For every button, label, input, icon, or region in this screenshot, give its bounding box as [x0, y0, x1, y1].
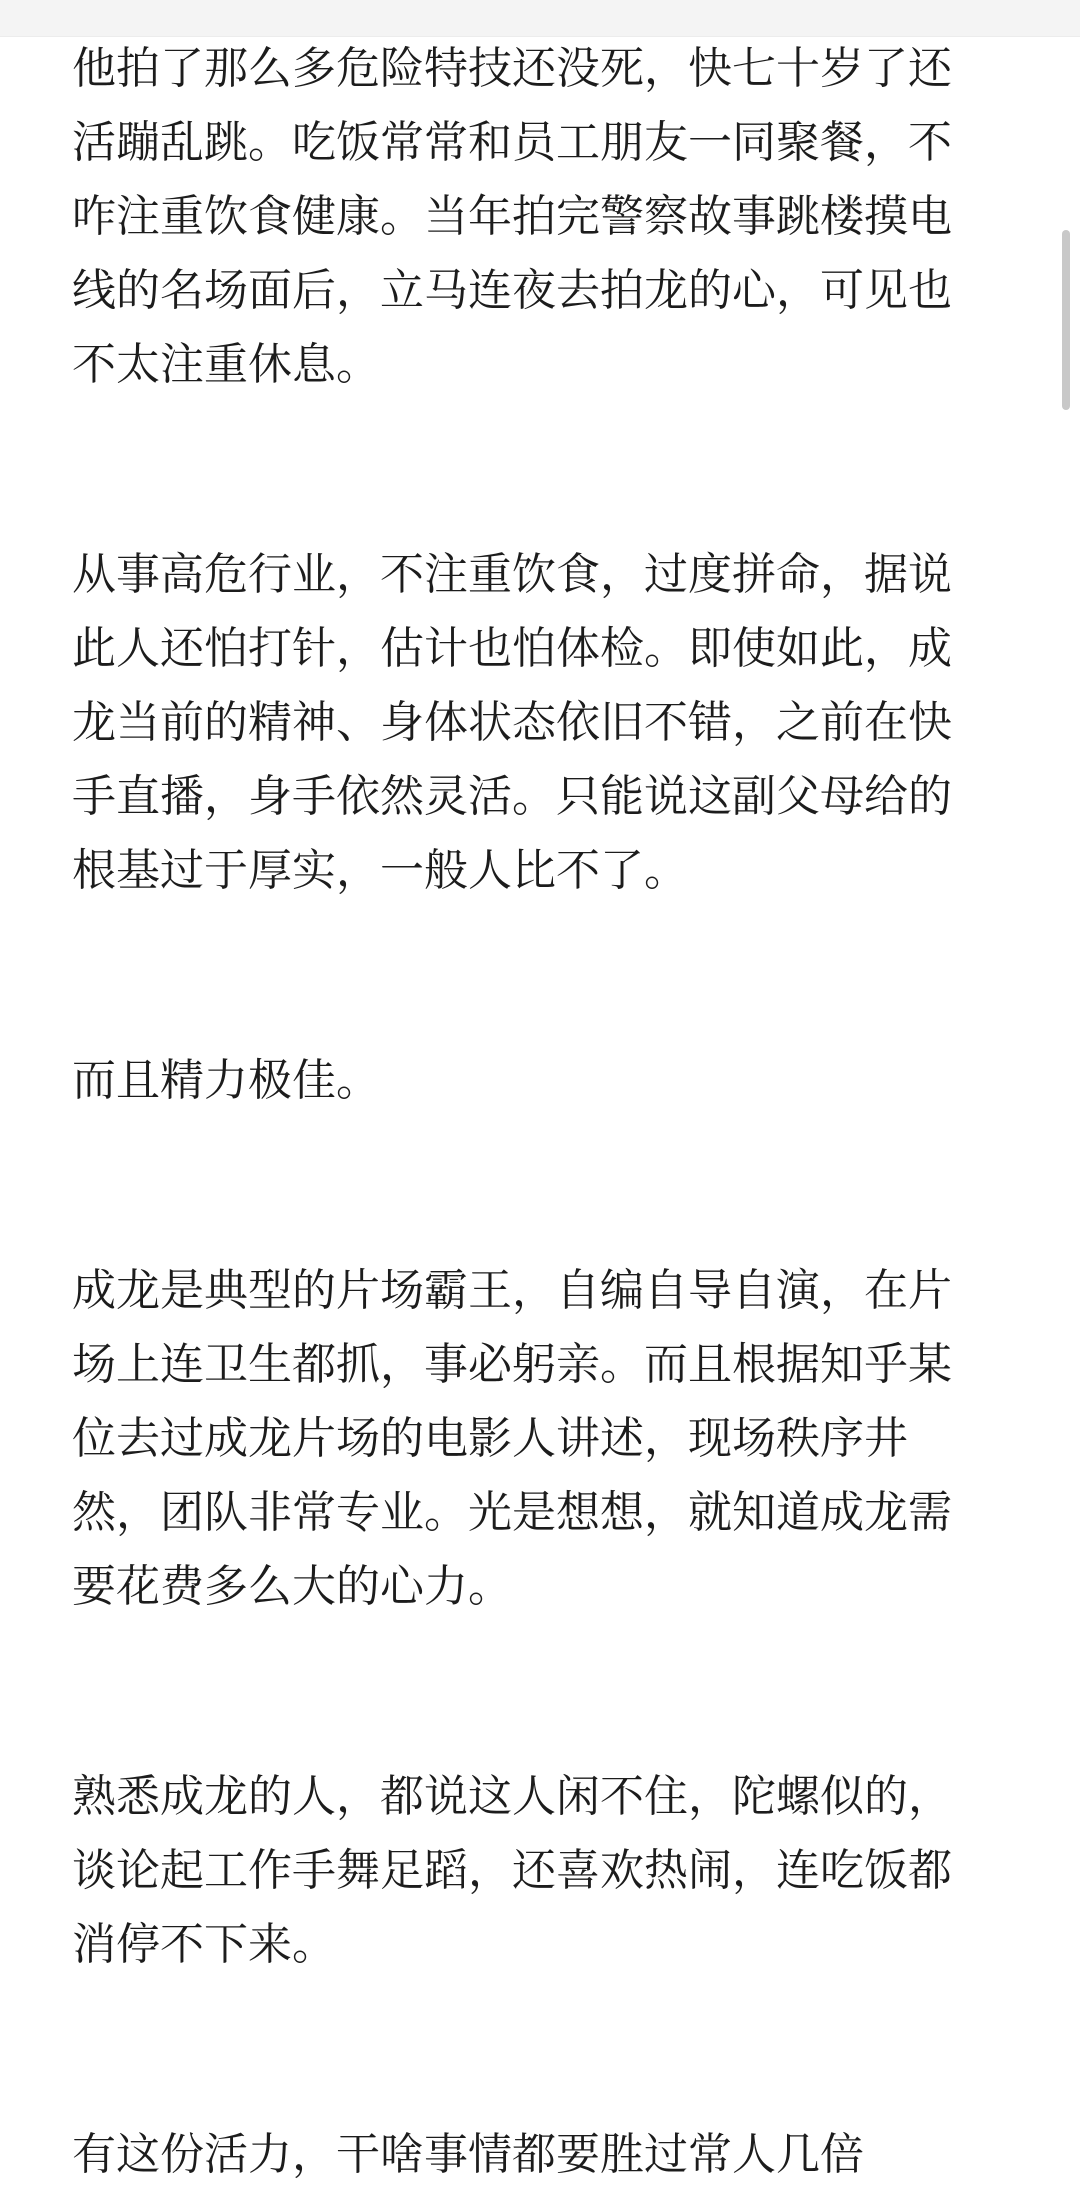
text-line: 而且精力极佳。	[72, 1055, 380, 1106]
text-line: 场上连卫生都抓，事必躬亲。而且根据知乎某	[72, 1339, 952, 1390]
paragraph-gap	[72, 1982, 972, 2118]
paragraph-gap	[72, 1118, 972, 1254]
text-line: 位去过成龙片场的电影人讲述，现场秩序井	[72, 1413, 908, 1464]
text-line: 此人还怕打针，估计也怕体检。即使如此，成	[72, 623, 952, 674]
text-line: 熟悉成龙的人，都说这人闲不住，陀螺似的，	[72, 1771, 952, 1822]
text-line: 根基过于厚实，一般人比不了。	[72, 845, 688, 896]
paragraph-gap	[72, 1624, 972, 1760]
text-line: 消停不下来。	[72, 1919, 336, 1970]
text-line: 从事高危行业，不注重饮食，过度拼命，据说	[72, 549, 952, 600]
paragraph	[72, 1044, 972, 1118]
text-line: 手直播，身手依然灵活。只能说这副父母给的	[72, 771, 952, 822]
article-body	[72, 32, 972, 2192]
text-line: 他拍了那么多危险特技还没死，快七十岁了还	[72, 43, 952, 94]
text-line: 不太注重休息。	[72, 339, 380, 390]
paragraph	[72, 2118, 972, 2192]
text-line: 谈论起工作手舞足蹈，还喜欢热闹，连吃饭都	[72, 1845, 952, 1896]
paragraph-gap	[72, 908, 972, 1044]
text-line: 线的名场面后，立马连夜去拍龙的心，可见也	[72, 265, 952, 316]
paragraph	[72, 32, 972, 402]
paragraph-gap	[72, 402, 972, 538]
paragraph	[72, 1254, 972, 1624]
text-line: 活蹦乱跳。吃饭常常和员工朋友一同聚餐，不	[72, 117, 952, 168]
scrollbar-thumb[interactable]	[1062, 230, 1070, 410]
text-line: 然，团队非常专业。光是想想，就知道成龙需	[72, 1487, 952, 1538]
paragraph	[72, 1760, 972, 1982]
text-line: 龙当前的精神、身体状态依旧不错，之前在快	[72, 697, 952, 748]
text-line: 要花费多么大的心力。	[72, 1561, 512, 1612]
text-fade-overlay	[960, 1777, 1080, 1847]
text-line: 有这份活力，干啥事情都要胜过常人几倍	[72, 2129, 864, 2180]
text-line: 咋注重饮食健康。当年拍完警察故事跳楼摸电	[72, 191, 952, 242]
text-line: 成龙是典型的片场霸王，自编自导自演，在片	[72, 1265, 952, 1316]
paragraph	[72, 538, 972, 908]
